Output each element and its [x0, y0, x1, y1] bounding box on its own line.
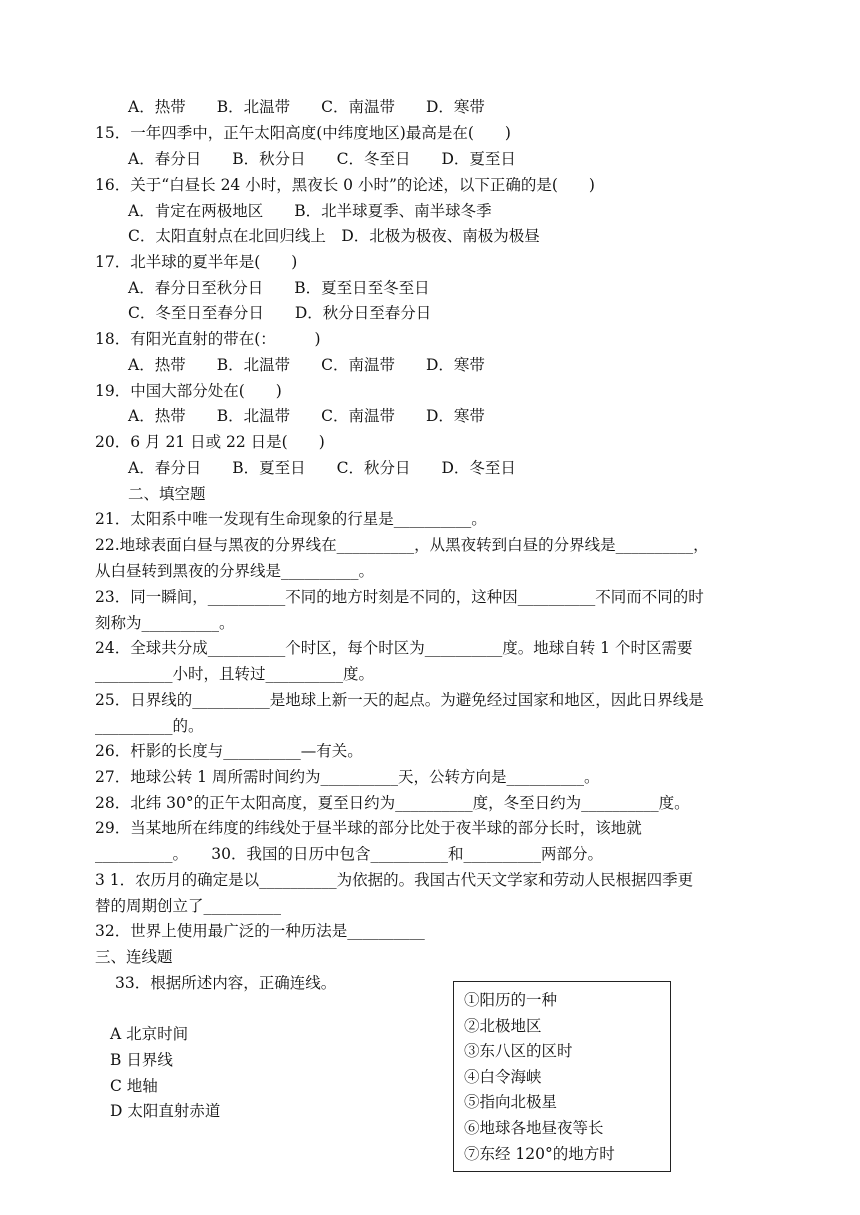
- match-left-item: C 地轴: [110, 1077, 158, 1095]
- q22-continued: 从白昼转到黑夜的分界线是__________。: [95, 562, 375, 580]
- q16-options-2: C．太阳直射点在北回归线上 D．北极为极夜、南极为极昼: [128, 227, 540, 245]
- q29-q30-line: __________。 30．我国的日历中包含__________和__________两部分。: [95, 845, 603, 863]
- match-right-item: ⑤指向北极星: [464, 1093, 558, 1112]
- q24-continued: __________小时，且转过__________度。: [95, 665, 375, 683]
- match-right-item: ③东八区的区时: [464, 1042, 573, 1061]
- match-right-box: [453, 981, 671, 1172]
- q28-question: 28．北纬 30°的正午太阳高度，夏至日约为__________度，冬至日约为__________度。: [95, 794, 690, 812]
- q22-question: 22.地球表面白昼与黑夜的分界线在__________，从黑夜转到白昼的分界线是__________，: [95, 536, 709, 554]
- q29-question: 29．当某地所在纬度的纬线处于昼半球的部分比处于夜半球的部分长时，该地就: [95, 819, 642, 837]
- q31-continued: 替的周期创立了__________: [95, 897, 282, 915]
- q15-options: A．春分日 B．秋分日 C．冬至日 D．夏至日: [128, 150, 516, 168]
- section-heading-fill: 二、填空题: [128, 485, 206, 503]
- q20-question: 20．6 月 21 日或 22 日是( ): [95, 433, 325, 451]
- q25-continued: __________的。: [95, 717, 204, 735]
- q18-question: 18．有阳光直射的带在(： ): [95, 330, 321, 348]
- q19-options: A．热带 B．北温带 C．南温带 D．寒带: [128, 407, 485, 425]
- q20-options: A．春分日 B．夏至日 C．秋分日 D．冬至日: [128, 459, 516, 477]
- q16-question: 16．关于“白昼长 24 小时，黑夜长 0 小时”的论述，以下正确的是( ): [95, 176, 595, 194]
- q17-options-2: C．冬至日至春分日 D．秋分日至春分日: [128, 304, 432, 322]
- q32-question: 32．世界上使用最广泛的一种历法是__________: [95, 922, 425, 940]
- match-right-item: ①阳历的一种: [464, 991, 558, 1009]
- q24-question: 24．全球共分成__________个时区，每个时区为__________度。地球自转 1 个时区需要: [95, 639, 693, 657]
- match-right-item: ②北极地区: [464, 1016, 542, 1035]
- q31-question: 3 1．农历月的确定是以__________为依据的。我国古代天文学家和劳动人民根据四季更: [95, 871, 694, 889]
- match-right-item: ⑥地球各地昼夜等长: [464, 1118, 604, 1137]
- q25-question: 25．日界线的__________是地球上新一天的起点。为避免经过国家和地区，因此日界线是: [95, 691, 704, 709]
- q14-options: A．热带 B．北温带 C．南温带 D．寒带: [128, 98, 485, 116]
- q17-question: 17．北半球的夏半年是( ): [95, 253, 298, 271]
- q27-question: 27．地球公转 1 周所需时间约为__________天，公转方向是__________。: [95, 768, 600, 786]
- q26-question: 26．杆影的长度与__________—有关。: [95, 742, 363, 760]
- q23-question: 23．同一瞬间，__________不同的地方时刻是不同的，这种因__________不同而不同的时: [95, 588, 704, 606]
- q15-question: 15．一年四季中，正午太阳高度(中纬度地区)最高是在( ): [95, 124, 511, 142]
- q21-question: 21．太阳系中唯一发现有生命现象的行星是__________。: [95, 510, 487, 528]
- match-left-item: A 北京时间: [110, 1025, 189, 1043]
- match-right-item: ⑦东经 120°的地方时: [464, 1144, 615, 1163]
- match-left-item: B 日界线: [110, 1051, 173, 1069]
- match-right-item: ④白令海峡: [464, 1067, 542, 1086]
- q23-continued: 刻称为__________。: [95, 614, 235, 632]
- q33-question: 33．根据所述内容，正确连线。: [115, 974, 337, 992]
- q18-options: A．热带 B．北温带 C．南温带 D．寒带: [128, 356, 485, 374]
- match-left-item: D 太阳直射赤道: [110, 1102, 221, 1120]
- q19-question: 19．中国大部分处在( ): [95, 382, 282, 400]
- q16-options-1: A．肯定在两极地区 B．北半球夏季、南半球冬季: [128, 202, 492, 220]
- section-heading-match: 三、连线题: [95, 948, 173, 966]
- q17-options-1: A．春分日至秋分日 B．夏至日至冬至日: [128, 279, 430, 297]
